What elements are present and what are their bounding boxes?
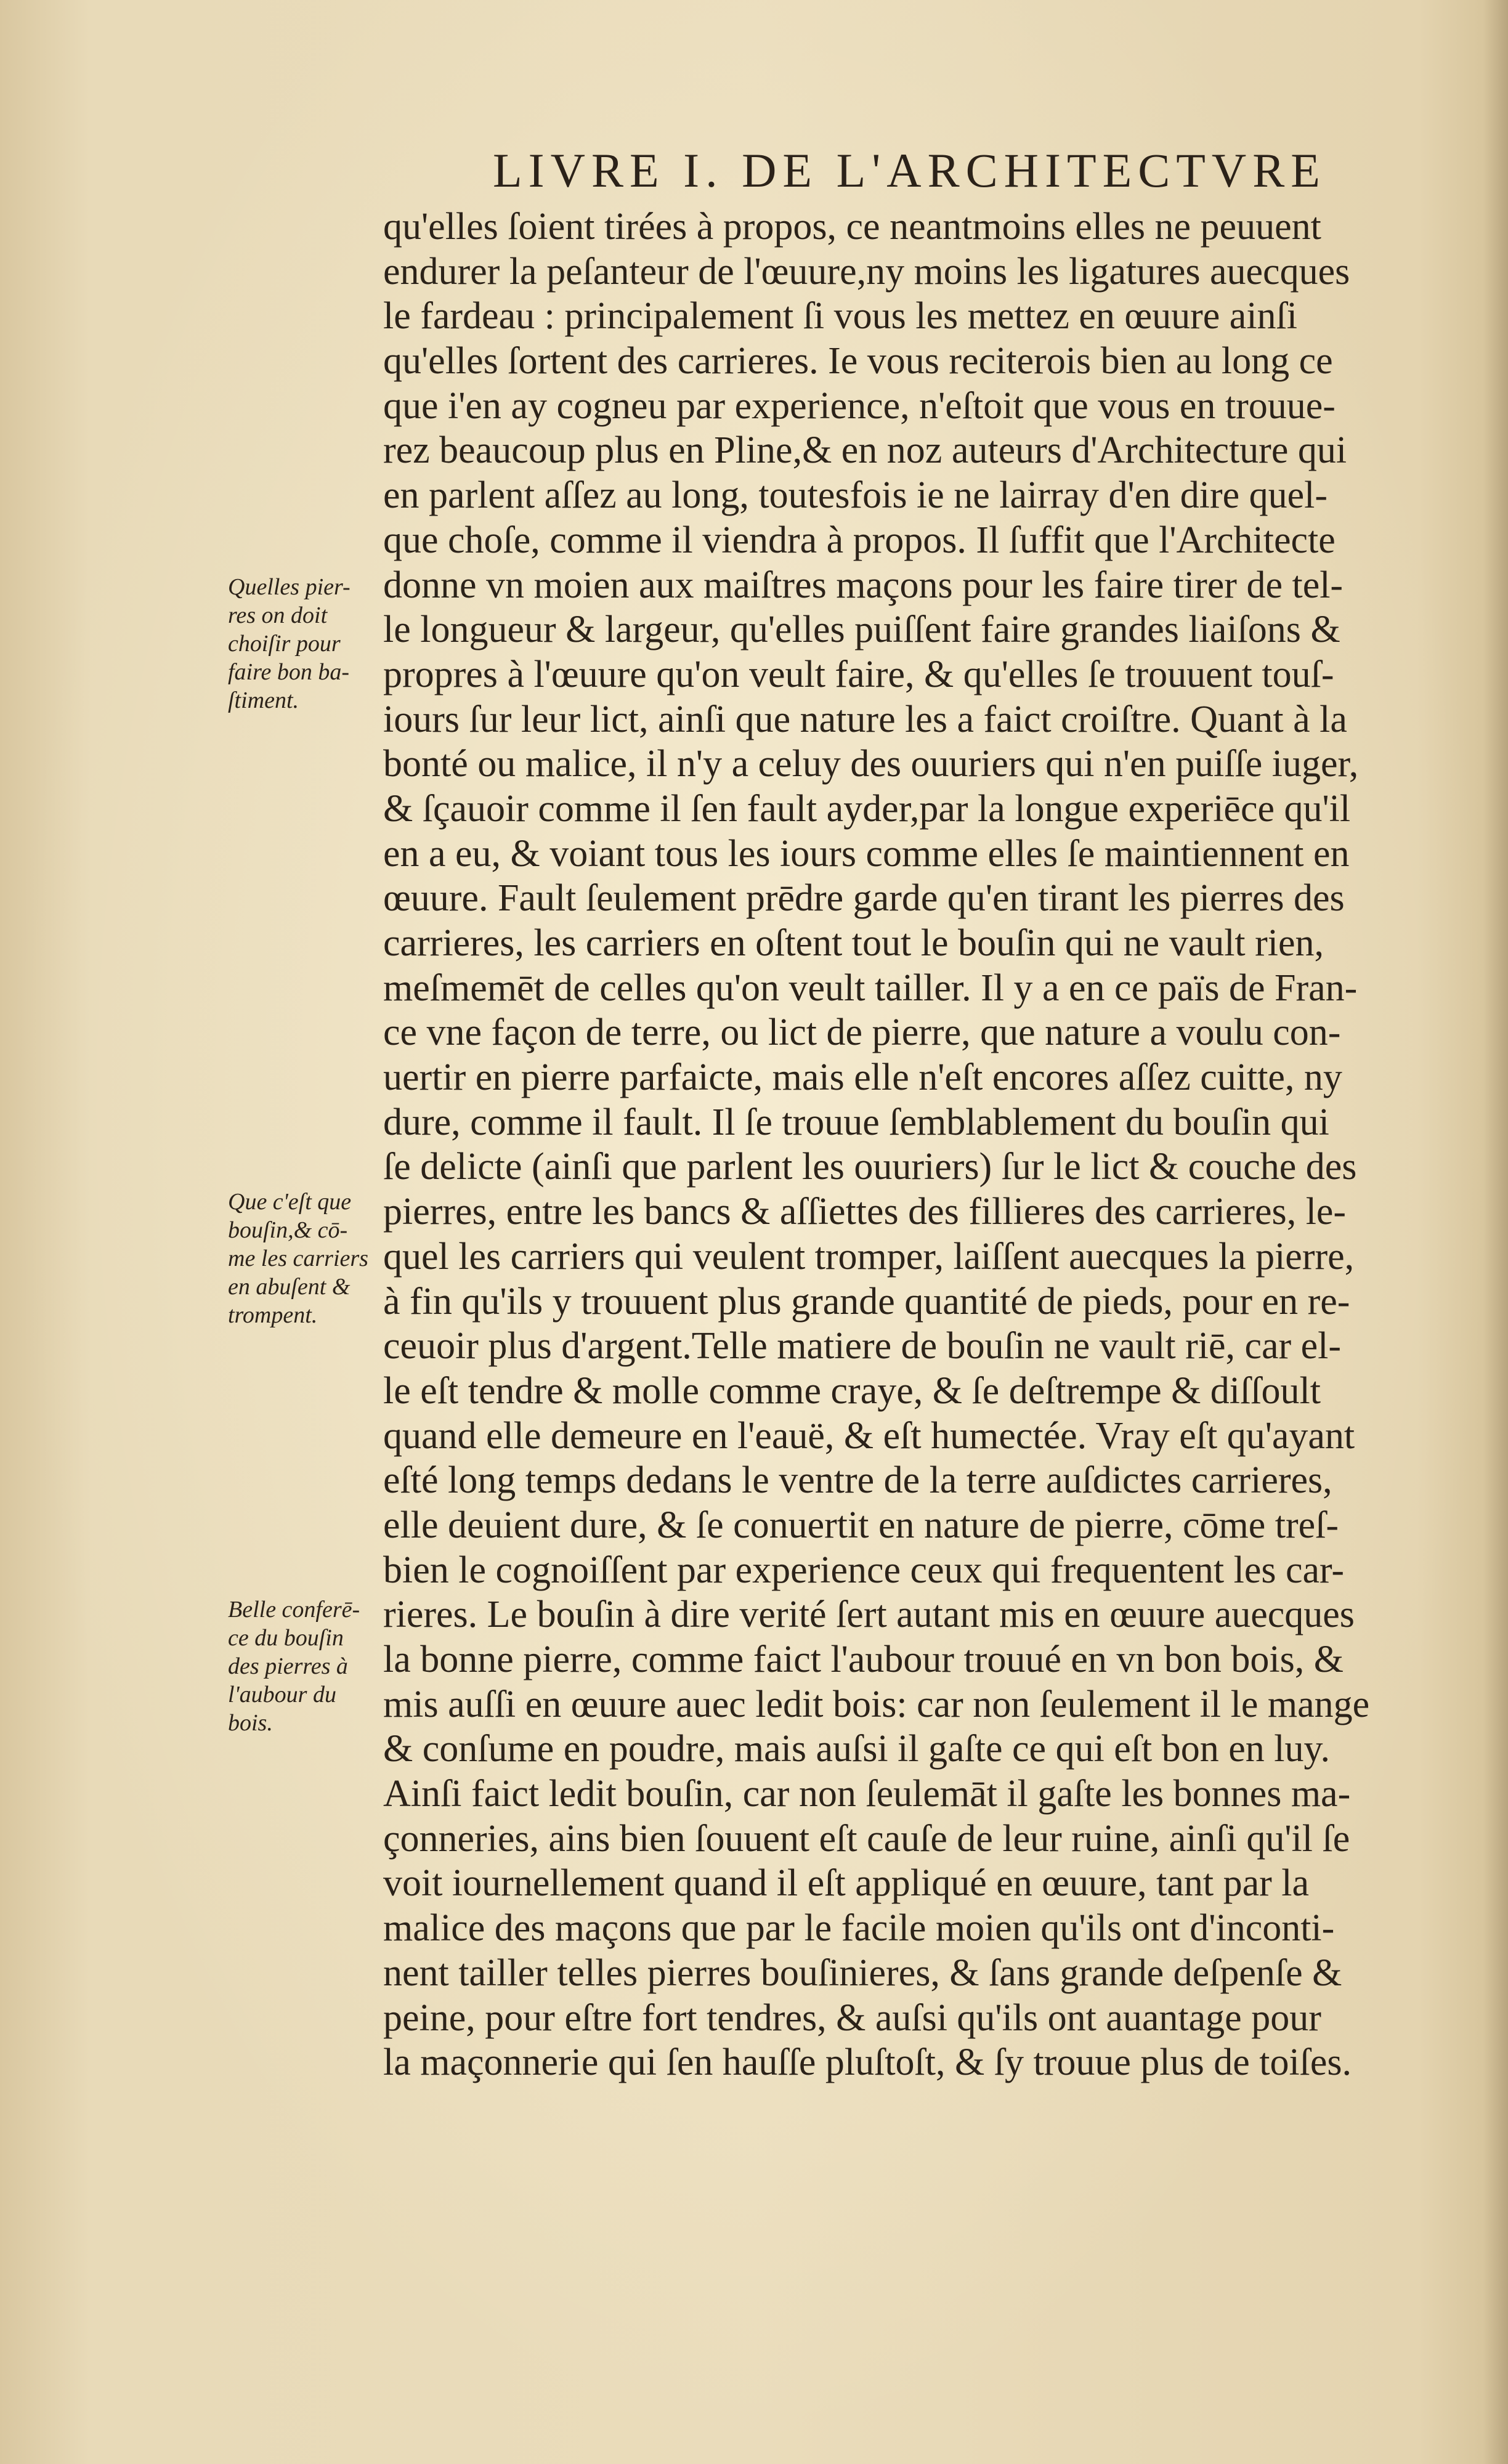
body-line: le longueur & largeur, qu'elles puiſſent faire grandes liaiſons & (383, 609, 1340, 651)
body-line: carrieres, les carriers en oſtent tout le bouſin qui ne vault rien, (383, 922, 1324, 964)
margin-note-pierres (228, 573, 376, 715)
body-line: quel les carriers qui veulent tromper, laiſſent auecques la pierre, (383, 1235, 1355, 1278)
margin-note-line: res on doit (228, 602, 328, 628)
body-line: ce vne façon de terre, ou lict de pierre, que nature a voulu con- (383, 1011, 1341, 1054)
margin-note-line: des pierres à (228, 1653, 348, 1679)
margin-note-line: en abuſent & (228, 1274, 351, 1300)
body-line: & conſume en poudre, mais auſsi il gaſte ce qui eſt bon en luy. (383, 1728, 1330, 1770)
margin-note-line: ſtiment. (228, 687, 299, 713)
running-head: LIVRE I. DE L'ARCHITECTVRE (493, 144, 1326, 197)
page-edge-shadow (1483, 0, 1508, 2464)
body-line: uertir en pierre parfaicte, mais elle n'eſt encores aſſez cuitte, ny (383, 1056, 1342, 1099)
body-line: mis auſſi en œuure auec ledit bois: car non ſeulement il le mange (383, 1683, 1370, 1725)
body-line: que i'en ay cogneu par experience, n'eſtoit que vous en trouue- (383, 384, 1336, 427)
body-line: donne vn moien aux maiſtres maçons pour les faire tirer de tel- (383, 564, 1344, 606)
body-line: iours ſur leur lict, ainſi que nature les a faict croiſtre. Quant à la (383, 698, 1347, 740)
body-line: endurer la peſanteur de l'œuure,ny moins les ligatures auecques (383, 250, 1350, 293)
body-line: ceuoir plus d'argent.Telle matiere de bouſin ne vault riē, car el- (383, 1325, 1342, 1368)
body-line: qu'elles ſortent des carrieres. Ie vous reciterois bien au long ce (383, 340, 1333, 383)
body-line: le fardeau : principalement ſi vous les mettez en œuure ainſi (383, 295, 1298, 338)
body-line: à fin qu'ils y trouuent plus grande quantité de pieds, pour en re- (383, 1280, 1350, 1323)
body-line: bien le cognoiſſent par experience ceux qui frequentent les car- (383, 1549, 1345, 1591)
margin-note-line: bois. (228, 1710, 273, 1736)
body-line: que choſe, comme il viendra à propos. Il ſuffit que l'Architecte (383, 519, 1336, 561)
margin-note-line: bouſin,& cō- (228, 1217, 348, 1243)
margin-note-line: trompent. (228, 1302, 318, 1328)
margin-note-line: faire bon ba- (228, 659, 350, 685)
body-line: ſe delicte (ainſi que parlent les ouuriers) ſur le lict & couche des (383, 1146, 1357, 1188)
body-text (383, 205, 1443, 2085)
body-line: bonté ou malice, il n'y a celuy des ouuriers qui n'en puiſſe iuger, (383, 743, 1359, 785)
margin-note-line: me les carriers (228, 1246, 368, 1271)
margin-note-line: Belle conferē- (228, 1597, 360, 1623)
body-line: elle deuient dure, & ſe conuertit en nature de pierre, cōme treſ- (383, 1504, 1339, 1546)
body-line: rez beaucoup plus en Pline,& en noz auteurs d'Architecture qui (383, 429, 1347, 472)
margin-note-bousin (228, 1188, 376, 1329)
body-line: çonneries, ains bien ſouuent eſt cauſe de leur ruine, ainſi qu'il ſe (383, 1817, 1350, 1860)
body-line: quand elle demeure en l'eauë, & eſt humectée. Vray eſt qu'ayant (383, 1414, 1355, 1457)
body-line: la bonne pierre, comme faict l'aubour trouué en vn bon bois, & (383, 1639, 1344, 1680)
body-line: dure, comme il fault. Il ſe trouue ſemblablement du bouſin qui (383, 1101, 1329, 1143)
body-line: en a eu, & voiant tous les iours comme elles ſe maintiennent en (383, 832, 1350, 875)
body-line: Ainſi faict ledit bouſin, car non ſeulemāt il gaſte les bonnes ma- (383, 1773, 1351, 1815)
margin-note-line: Quelles pier- (228, 574, 351, 600)
body-line: & ſçauoir comme il ſen fault ayder,par la longue experiēce qu'il (383, 787, 1351, 830)
body-line: pierres, entre les bancs & aſſiettes des fillieres des carrieres, le- (383, 1191, 1347, 1233)
margin-note-line: l'aubour du (228, 1682, 336, 1708)
body-line: la maçonnerie qui ſen hauſſe pluſtoſt, & ſy trouue plus de toiſes. (383, 2041, 1352, 2084)
body-line: le eſt tendre & molle comme craye, & ſe deſtrempe & diſſoult (383, 1369, 1321, 1412)
margin-note-line: ce du bouſin (228, 1625, 344, 1651)
body-line: propres à l'œuure qu'on veult faire, & qu'elles ſe trouuent touſ- (383, 653, 1334, 695)
body-line: nent tailler telles pierres bouſinieres, & ſans grande deſpenſe & (383, 1951, 1342, 1994)
body-line: qu'elles ſoient tirées à propos, ce neantmoins elles ne peuuent (383, 206, 1321, 248)
body-line: rieres. Le bouſin à dire verité ſert autant mis en œuure auecques (383, 1594, 1355, 1636)
body-line: voit iournellement quand il eſt appliqué en œuure, tant par la (383, 1862, 1310, 1905)
margin-note-line: Que c'eſt que (228, 1189, 352, 1215)
margin-note-aubour (228, 1595, 376, 1737)
body-line: eſté long temps dedans le ventre de la terre auſdictes carrieres, (383, 1459, 1332, 1502)
margin-note-line: choiſir pour (228, 631, 341, 657)
body-line: en parlent aſſez au long, toutesfois ie ne lairray d'en dire quel- (383, 474, 1328, 517)
body-line: meſmemēt de celles qu'on veult tailler. Il y a en ce païs de Fran- (383, 967, 1358, 1009)
body-line: peine, pour eſtre fort tendres, & auſsi qu'ils ont auantage pour (383, 1996, 1321, 2039)
body-line: malice des maçons que par le facile moien qu'ils ont d'inconti- (383, 1907, 1335, 1950)
body-line: œuure. Fault ſeulement prēdre garde qu'en tirant les pierres des (383, 877, 1345, 920)
